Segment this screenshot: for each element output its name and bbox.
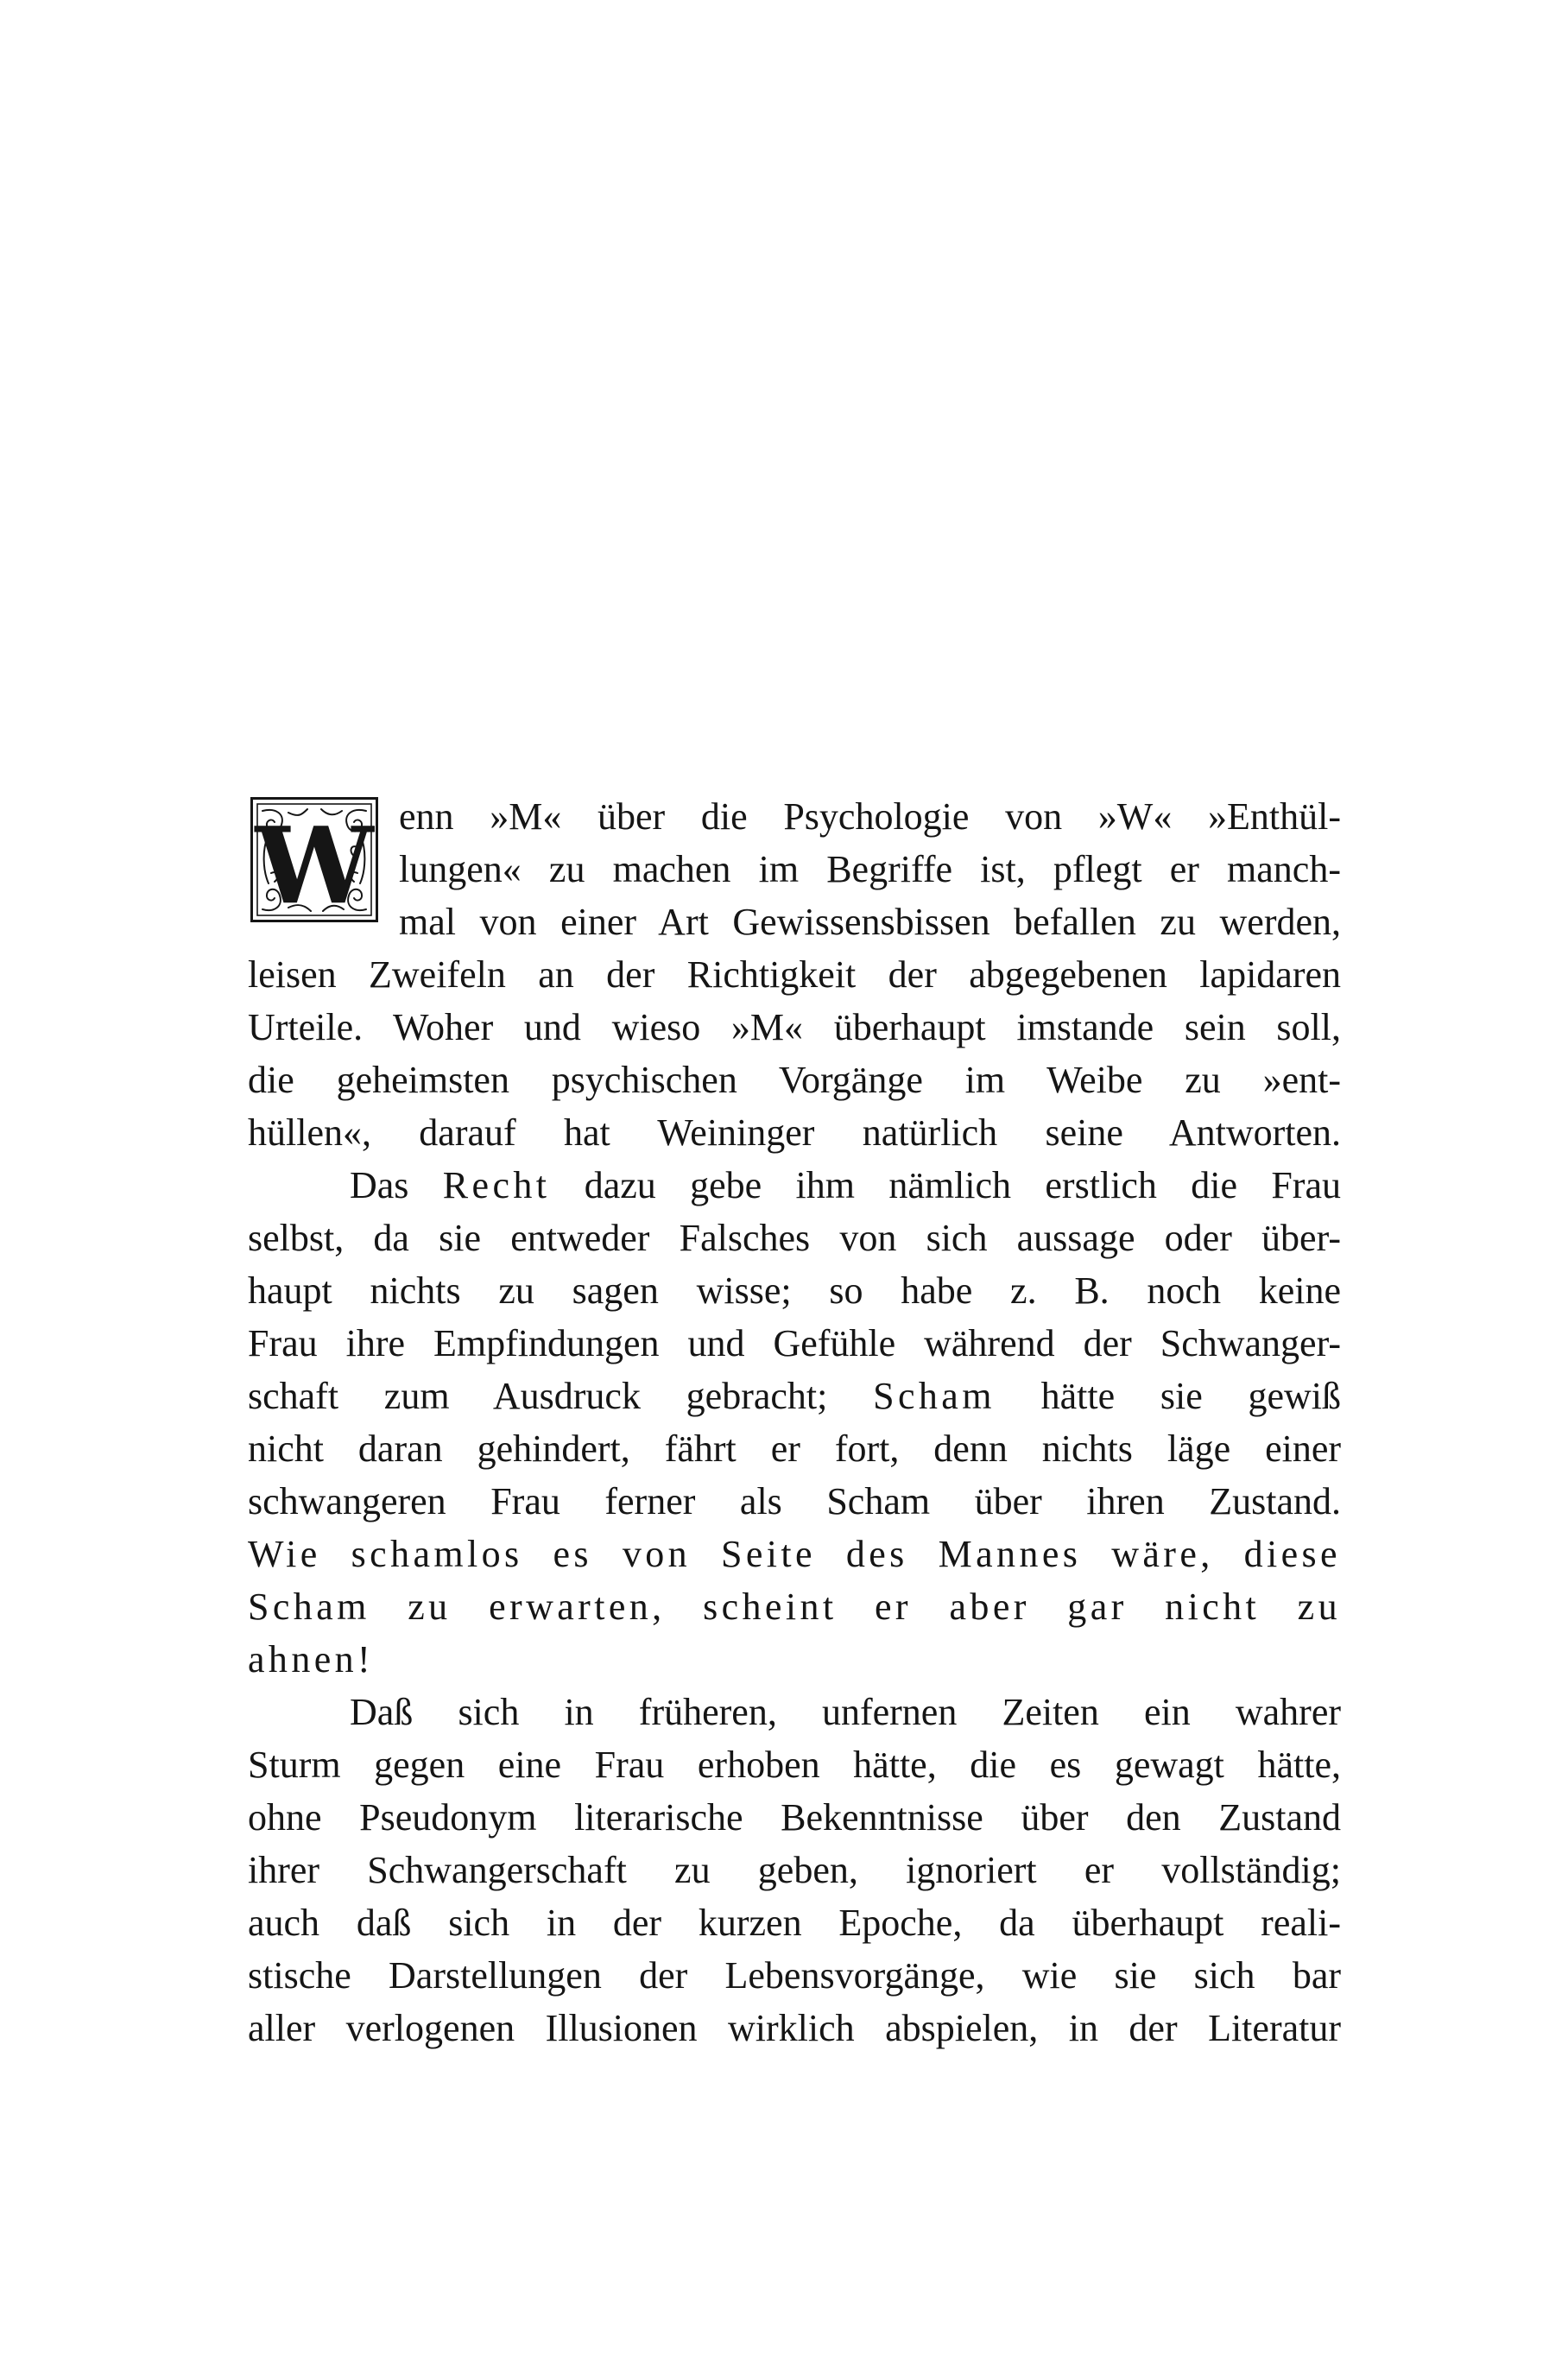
text-line: [248, 1633, 1341, 1686]
text-line: [248, 843, 1341, 896]
text-line: [248, 896, 1341, 948]
paragraph: [248, 790, 1341, 1159]
text-line: [248, 1159, 1341, 1212]
text-line: [248, 1896, 1341, 1949]
letterspaced-text: Recht: [442, 1164, 551, 1206]
text-segment: Frau ihre Empfindungen und Gefühle während der Schwanger-: [248, 1322, 1341, 1364]
text-segment: Sturm gegen eine Frau erhoben hätte, die es gewagt hätte,: [248, 1744, 1341, 1786]
text-segment: stische Darstellungen der Lebensvorgänge, wie sie sich bar: [248, 1954, 1341, 1997]
text-line: [248, 1791, 1341, 1844]
text-line: [248, 1738, 1341, 1791]
text-segment: Das: [350, 1164, 443, 1206]
text-segment: hüllen«, darauf hat Weininger natürlich seine Antworten.: [248, 1111, 1341, 1154]
text-segment: auch daß sich in der kurzen Epoche, da überhaupt reali-: [248, 1902, 1341, 1944]
text-segment: enn »M« über die Psychologie von »W« »Enthül-: [399, 795, 1341, 838]
text-segment: haupt nichts zu sagen wisse; so habe z. B. noch keine: [248, 1269, 1341, 1312]
text-line: [248, 1528, 1341, 1580]
paragraph: [248, 1686, 1341, 2054]
text-segment: nicht daran gehindert, fährt er fort, denn nichts läge einer: [248, 1427, 1341, 1470]
text-segment: dazu gebe ihm nämlich erstlich die Frau: [550, 1164, 1341, 1206]
text-segment: lungen« zu machen im Begriffe ist, pflegt er manch-: [399, 848, 1341, 890]
text-segment: mal von einer Art Gewissensbissen befallen zu werden,: [399, 901, 1341, 943]
text-block: [248, 790, 1341, 2054]
text-line: [248, 1475, 1341, 1528]
text-line: [248, 1370, 1341, 1422]
text-line: [248, 2002, 1341, 2054]
text-line: [248, 1106, 1341, 1159]
text-segment: Daß sich in früheren, unfernen Zeiten ein wahrer: [350, 1691, 1341, 1733]
text-line: [248, 1686, 1341, 1738]
text-segment: hätte sie gewiß: [995, 1375, 1341, 1417]
drop-cap-initial-w: [250, 797, 378, 922]
text-segment: schwangeren Frau ferner als Scham über ihren Zustand.: [248, 1480, 1341, 1522]
text-segment: leisen Zweifeln an der Richtigkeit der abgegebenen lapidaren: [248, 953, 1341, 996]
letterspaced-text: ahnen!: [248, 1638, 375, 1681]
text-line: [248, 1317, 1341, 1370]
text-line: [248, 1264, 1341, 1317]
text-line: [248, 1949, 1341, 2002]
text-segment: Urteile. Woher und wieso »M« überhaupt imstande sein soll,: [248, 1006, 1341, 1048]
letterspaced-text: Scham zu erwarten, scheint er aber gar nicht zu: [248, 1586, 1341, 1628]
text-line: [248, 1580, 1341, 1633]
drop-cap-letter: W: [255, 803, 374, 922]
text-segment: ohne Pseudonym literarische Bekenntnisse über den Zustand: [248, 1796, 1341, 1839]
drop-cap-graphic: [250, 797, 378, 922]
letterspaced-text: Scham: [873, 1375, 996, 1417]
letterspaced-text: Wie schamlos es von Seite des Mannes wäre, diese: [248, 1533, 1341, 1575]
text-line: [248, 948, 1341, 1001]
text-line: [248, 1422, 1341, 1475]
text-segment: die geheimsten psychischen Vorgänge im Weibe zu »ent-: [248, 1059, 1341, 1101]
text-line: [248, 790, 1341, 843]
text-segment: ihrer Schwangerschaft zu geben, ignoriert er vollständig;: [248, 1849, 1341, 1891]
text-line: [248, 1844, 1341, 1896]
paragraph: [248, 1159, 1341, 1686]
text-segment: aller verlogenen Illusionen wirklich abspielen, in der Literatur: [248, 2007, 1341, 2049]
text-line: [248, 1212, 1341, 1264]
text-segment: selbst, da sie entweder Falsches von sich aussage oder über-: [248, 1217, 1341, 1259]
text-line: [248, 1001, 1341, 1054]
text-line: [248, 1054, 1341, 1106]
text-segment: schaft zum Ausdruck gebracht;: [248, 1375, 874, 1417]
